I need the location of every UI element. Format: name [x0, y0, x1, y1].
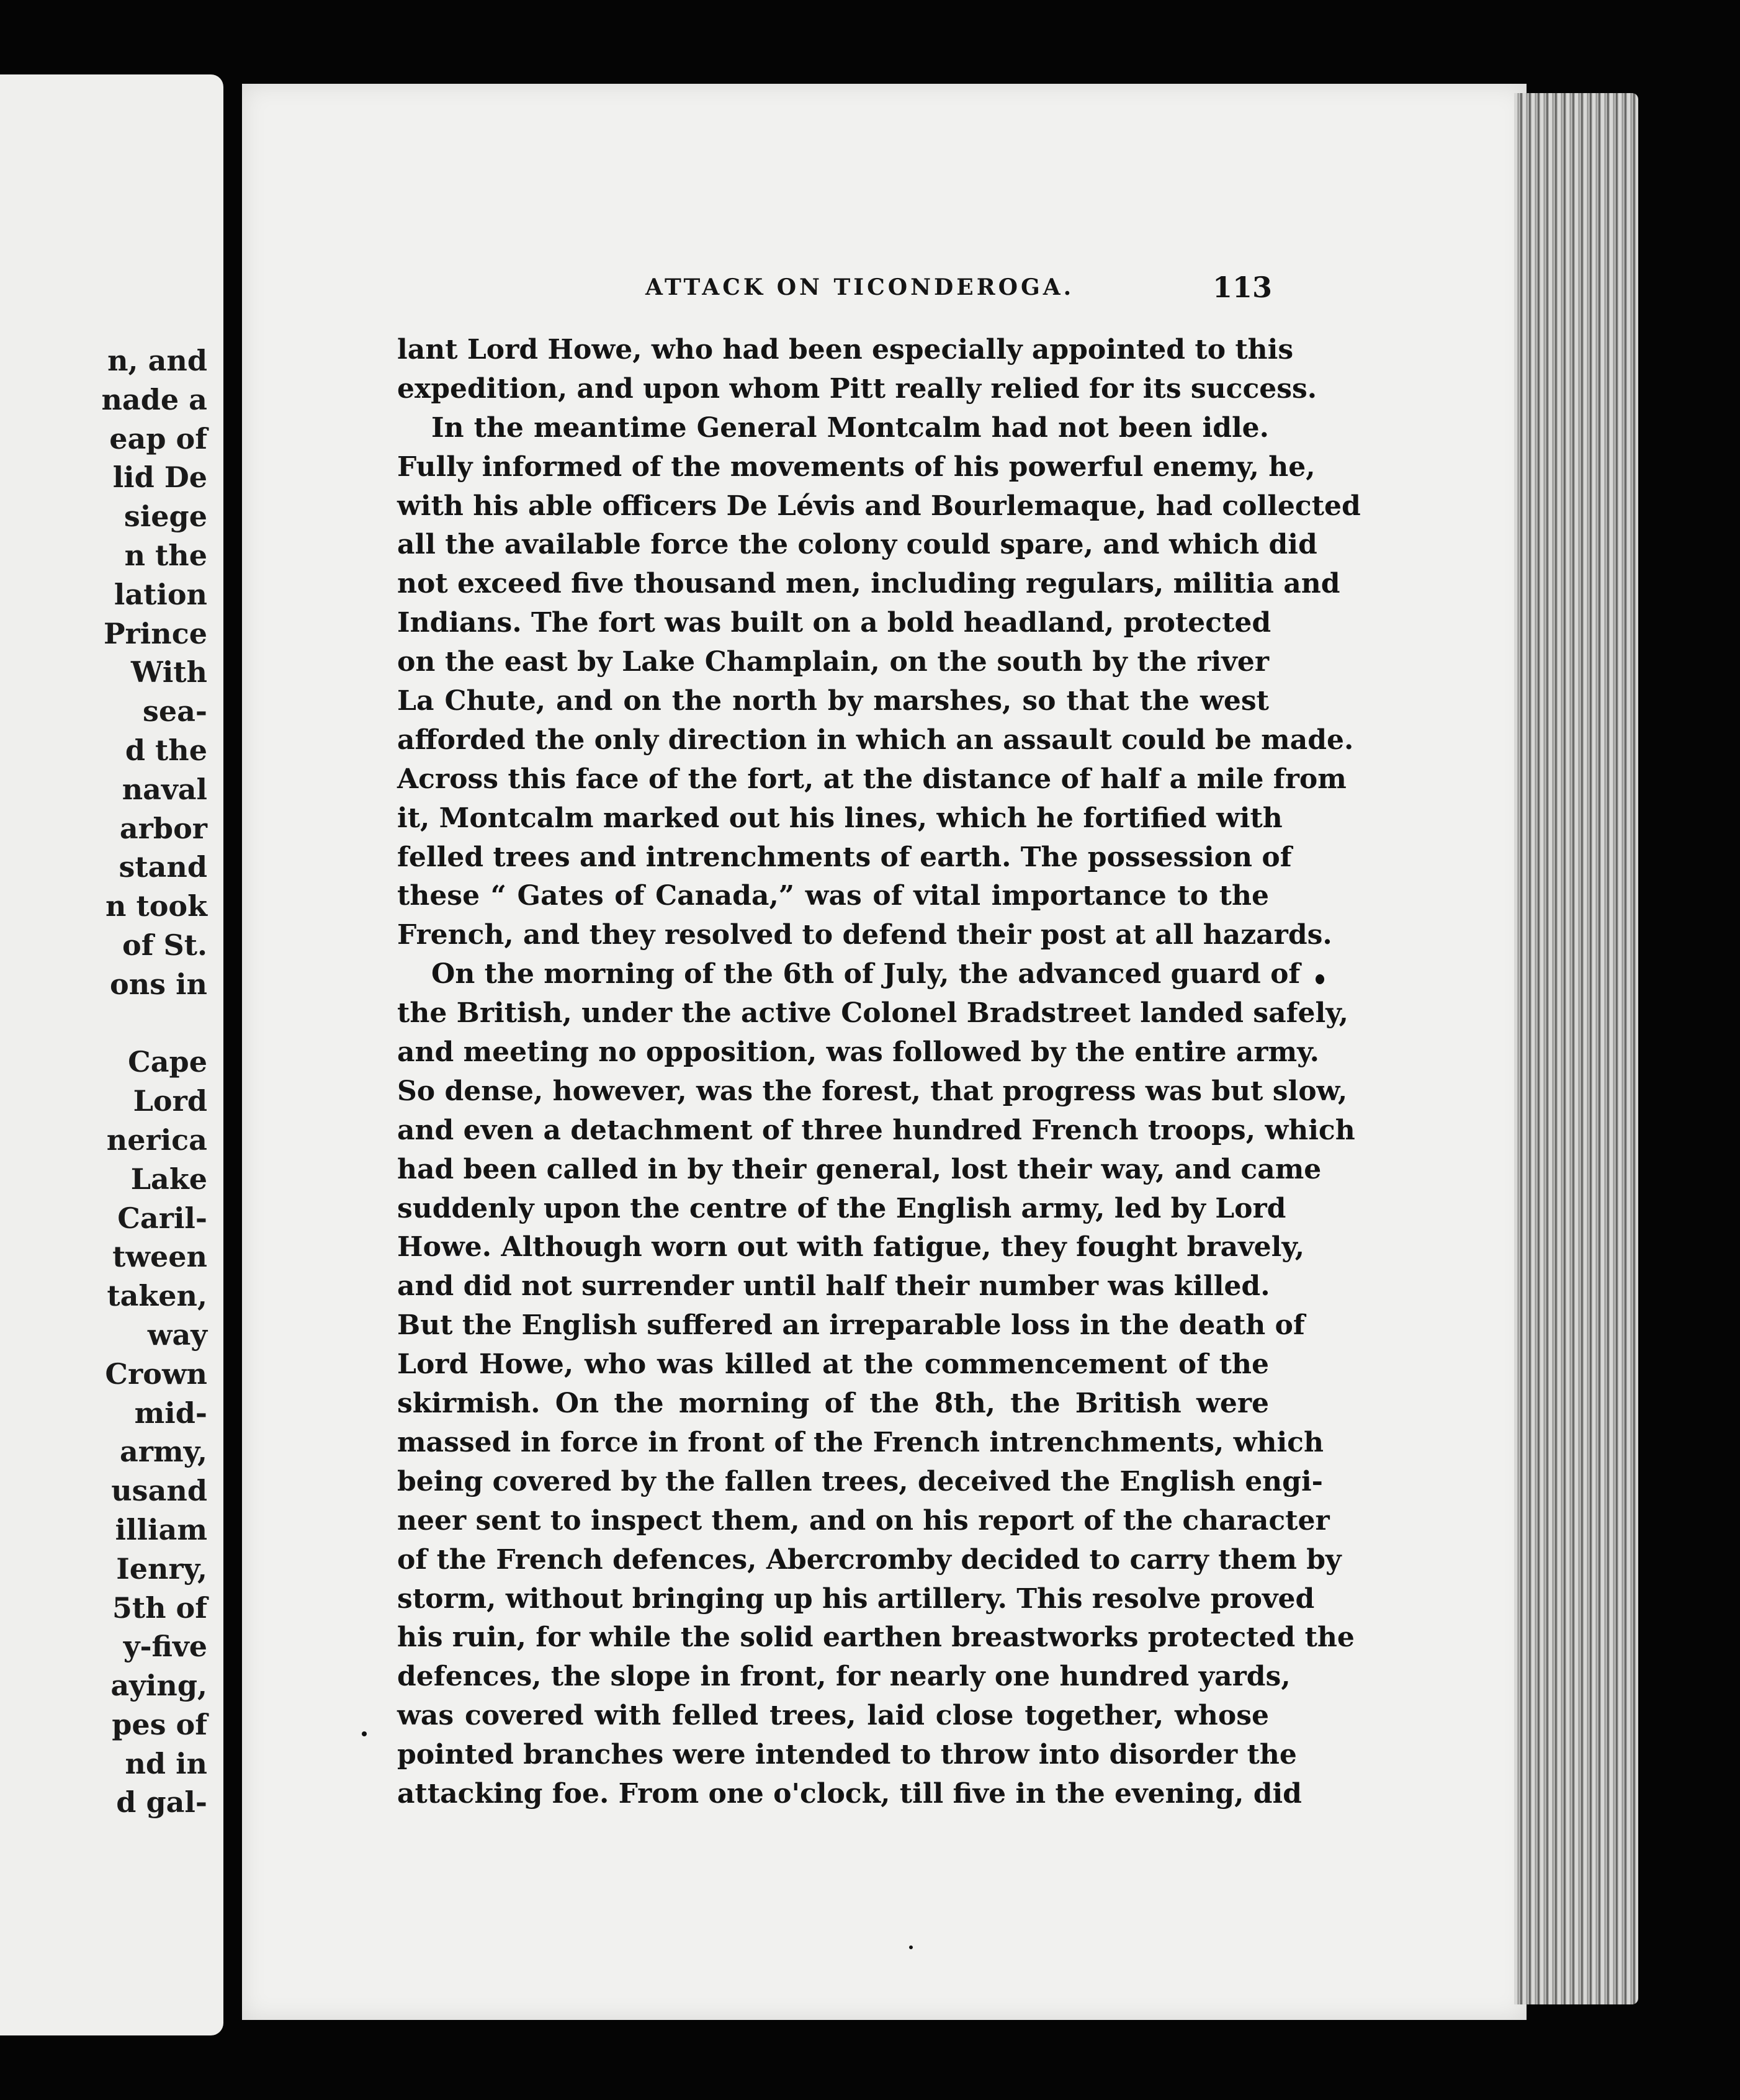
facing-page-text — [0, 341, 223, 1822]
facing-page-line: Prince — [103, 616, 207, 650]
body-text — [397, 331, 1361, 1814]
text-line: afforded the only direction in which an assault could be made. — [397, 724, 1354, 756]
facing-page-line: 5th of — [112, 1591, 207, 1625]
text-line: attacking foe. From one o'clock, till five in the evening, did — [397, 1777, 1302, 1810]
facing-page-line: d gal- — [116, 1785, 207, 1820]
facing-page-line: nerica — [106, 1123, 207, 1157]
facing-page-line: usand — [111, 1474, 207, 1508]
text-line: In the meantime General Montcalm had not been idle. — [431, 411, 1269, 444]
facing-page-line: siege — [123, 500, 207, 534]
text-line: neer sent to inspect them, and on his report of the character — [397, 1504, 1330, 1537]
text-line: felled trees and intrenchments of earth. The possession of — [397, 841, 1292, 873]
page-header — [385, 269, 1278, 306]
facing-page-line: lid De — [112, 460, 207, 495]
text-line: and even a detachment of three hundred French troops, which — [397, 1114, 1355, 1146]
text-line: Lord Howe, who was killed at the commencement of the — [397, 1348, 1269, 1381]
text-line: not exceed five thousand men, including regulars, militia and — [397, 568, 1340, 600]
text-line: the British, under the active Colonel Bradstreet landed safely, — [397, 997, 1348, 1030]
facing-page-line: d the — [125, 733, 207, 767]
text-line: these “ Gates of Canada,” was of vital importance to the — [397, 880, 1269, 912]
text-line: with his able officers De Lévis and Bourlemaque, had collected — [397, 490, 1361, 522]
facing-page-line: tween — [112, 1240, 207, 1274]
text-line: was covered with felled trees, laid close together, whose — [397, 1700, 1269, 1732]
text-line: But the English suffered an irreparable loss in the death of — [397, 1309, 1305, 1342]
text-line: On the morning of the 6th of July, the advanced guard of — [431, 958, 1301, 990]
facing-page-line — [0, 1004, 223, 1043]
facing-page-fragment — [0, 74, 223, 2035]
text-line: suddenly upon the centre of the English army, led by Lord — [397, 1192, 1286, 1224]
facing-page-line: Caril- — [117, 1201, 207, 1235]
facing-page-line: army, — [119, 1435, 207, 1469]
text-line: Fully informed of the movements of his powerful enemy, he, — [397, 451, 1316, 483]
text-line: defences, the slope in front, for nearly one hundred yards, — [397, 1661, 1291, 1693]
page-edges — [1514, 93, 1638, 2004]
facing-page-line: nd in — [125, 1746, 207, 1780]
facing-page-line: Cape — [128, 1045, 207, 1079]
text-line: expedition, and upon whom Pitt really relied for its success. — [397, 372, 1317, 405]
facing-page-line: n, and — [107, 344, 207, 377]
facing-page-line: stand — [119, 850, 207, 884]
ink-speck — [1316, 974, 1324, 984]
facing-page-line: illiam — [115, 1512, 207, 1546]
text-line: La Chute, and on the north by marshes, so that the west — [397, 685, 1269, 717]
text-line: skirmish. On the morning of the 8th, the British were — [397, 1388, 1269, 1420]
text-line: being covered by the fallen trees, deceived the English engi- — [397, 1465, 1323, 1497]
text-line: Across this face of the fort, at the distance of half a mile from — [397, 763, 1347, 795]
running-head: ATTACK ON TICONDEROGA. — [645, 274, 1075, 300]
facing-page-line: aying, — [110, 1669, 207, 1703]
text-line: French, and they resolved to defend their post at all hazards. — [397, 919, 1332, 951]
ink-speck — [362, 1731, 367, 1736]
text-line: had been called in by their general, lost their way, and came — [397, 1153, 1322, 1185]
facing-page-line: Crown — [105, 1357, 207, 1391]
text-line: all the available force the colony could spare, and which did — [397, 529, 1317, 561]
text-line: pointed branches were intended to throw into disorder the — [397, 1739, 1297, 1771]
facing-page-line: sea- — [142, 694, 207, 729]
facing-page-line: nade a — [101, 382, 207, 416]
facing-page-line: naval — [122, 772, 207, 806]
text-line: and meeting no opposition, was followed by the entire army. — [397, 1036, 1319, 1069]
facing-page-line: n the — [124, 538, 207, 572]
facing-page-line: y-five — [123, 1630, 207, 1664]
text-line: So dense, however, was the forest, that progress was but slow, — [397, 1075, 1348, 1107]
facing-page-line: pes of — [112, 1707, 207, 1741]
facing-page-line: taken, — [107, 1279, 207, 1313]
facing-page-line: of St. — [122, 928, 207, 962]
facing-page-line: With — [130, 655, 207, 689]
facing-page-line: eap of — [109, 421, 207, 455]
text-line: and did not surrender until half their number was killed. — [397, 1270, 1270, 1303]
text-line: massed in force in front of the French intrenchments, which — [397, 1426, 1324, 1458]
text-line: of the French defences, Abercromby decided to carry them by — [397, 1543, 1342, 1576]
facing-page-line: Lord — [133, 1084, 207, 1118]
text-line: his ruin, for while the solid earthen breastworks protected the — [397, 1622, 1355, 1654]
ink-speck — [909, 1945, 913, 1949]
facing-page-line: ons in — [110, 967, 207, 1001]
facing-page-line: lation — [114, 577, 207, 611]
text-line: Indians. The fort was built on a bold headland, protected — [397, 607, 1271, 639]
text-line: storm, without bringing up his artillery. This resolve proved — [397, 1582, 1315, 1615]
page-number: 113 — [1212, 271, 1272, 304]
facing-page-line: Lake — [130, 1162, 207, 1196]
text-line: on the east by Lake Champlain, on the south by the river — [397, 646, 1269, 678]
text-line: lant Lord Howe, who had been especially appointed to this — [397, 334, 1294, 366]
facing-page-line: Ienry, — [116, 1551, 207, 1586]
text-line: it, Montcalm marked out his lines, which he fortified with — [397, 802, 1283, 834]
text-line: Howe. Although worn out with fatigue, they fought bravely, — [397, 1231, 1305, 1263]
facing-page-line: way — [147, 1317, 207, 1352]
facing-page-line: n took — [105, 889, 207, 923]
facing-page-line: mid- — [134, 1396, 207, 1430]
facing-page-line: arbor — [119, 811, 207, 845]
